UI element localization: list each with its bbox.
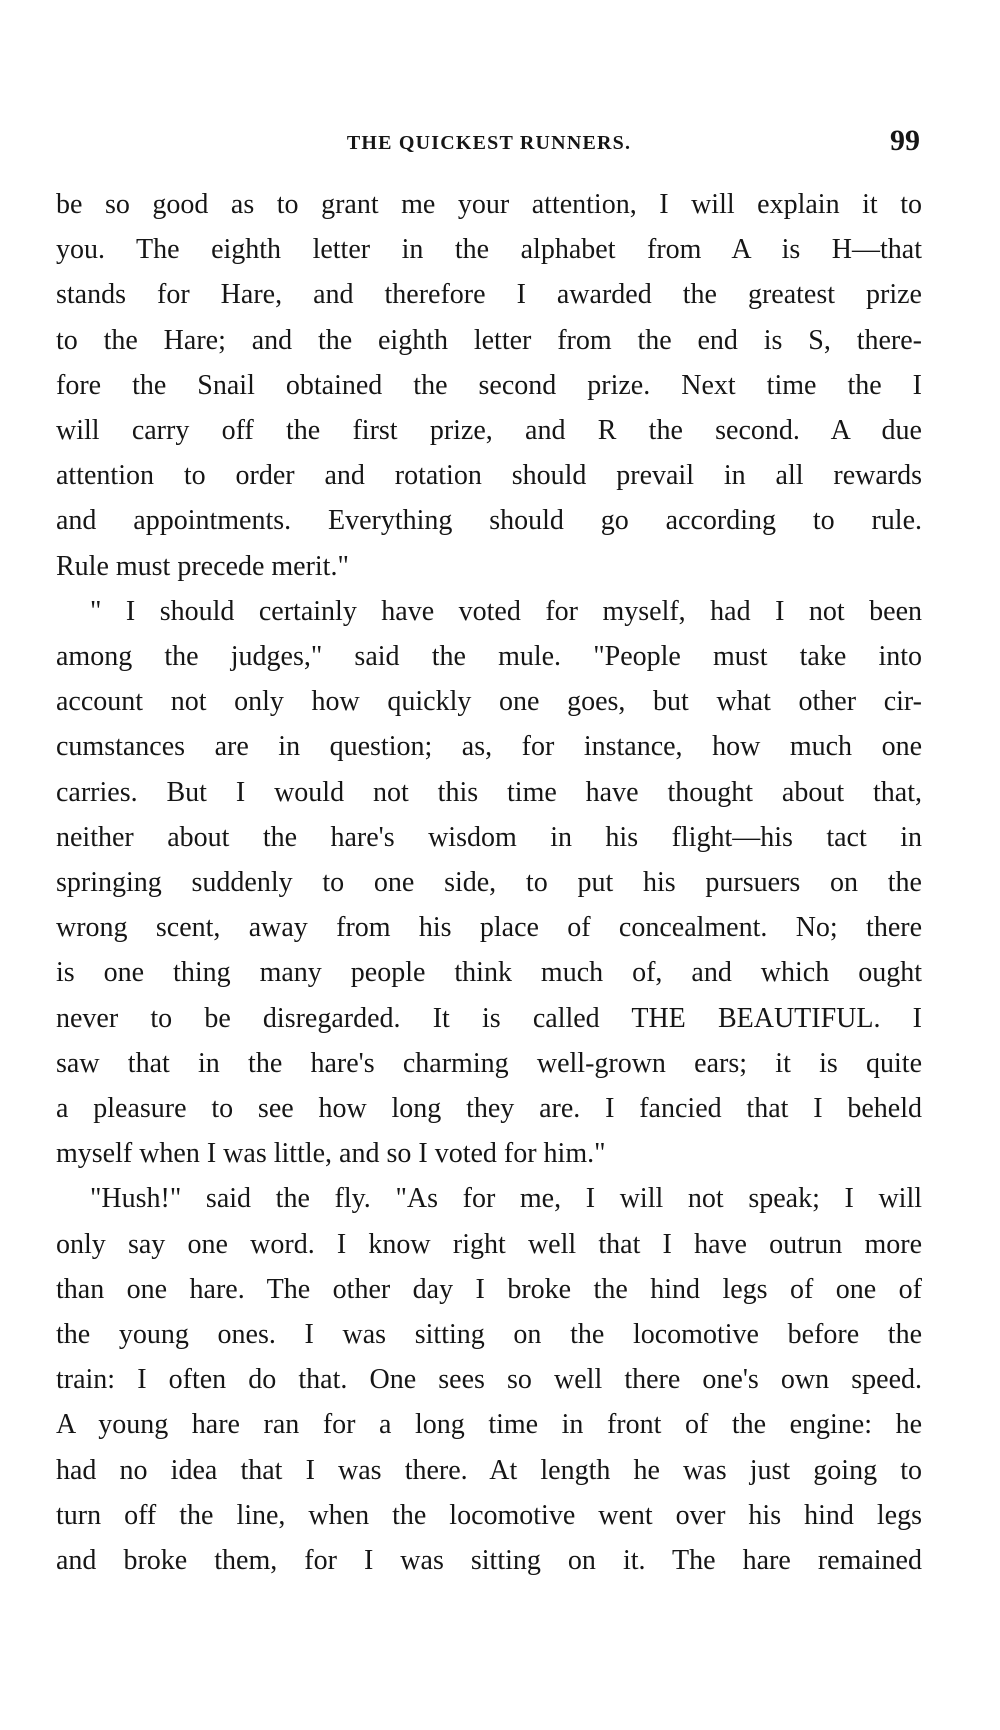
paragraph-2 bbox=[56, 589, 922, 1177]
text-line: carries. But I would not this time have thought about that, bbox=[56, 776, 922, 808]
paragraph-1 bbox=[56, 182, 922, 589]
running-title: THE QUICKEST RUNNERS. bbox=[346, 132, 632, 154]
text-line: be so good as to grant me your attention, I will explain it to bbox=[56, 189, 922, 220]
text-line: "Hush!" said the fly. "As for me, I will not speak; I will bbox=[90, 1183, 922, 1215]
text-line: myself when I was little, and so I voted for him." bbox=[56, 1138, 606, 1170]
body-text bbox=[56, 182, 922, 1583]
text-line: only say one word. I know right well that I have outrun more bbox=[56, 1228, 922, 1260]
text-line: a pleasure to see how long they are. I fancied that I beheld bbox=[56, 1093, 922, 1125]
page-header bbox=[58, 124, 920, 164]
text-line: account not only how quickly one goes, but what other cir- bbox=[56, 686, 922, 718]
text-line: the young ones. I was sitting on the locomotive before the bbox=[56, 1319, 922, 1351]
text-line: " I should certainly have voted for myself, had I not been bbox=[90, 595, 922, 627]
text-line: neither about the hare's wisdom in his flight—his tact in bbox=[56, 821, 922, 853]
text-line: had no idea that I was there. At length he was just going to bbox=[56, 1454, 922, 1486]
text-line: fore the Snail obtained the second prize. Next time the I bbox=[56, 369, 922, 401]
text-line: and broke them, for I was sitting on it. The hare remained bbox=[56, 1545, 922, 1577]
text-line: Rule must precede merit." bbox=[56, 550, 349, 582]
text-line: train: I often do that. One sees so well there one's own speed. bbox=[56, 1364, 922, 1396]
text-line: turn off the line, when the locomotive went over his hind legs bbox=[56, 1499, 922, 1531]
text-line: to the Hare; and the eighth letter from the end is S, there- bbox=[56, 324, 922, 356]
text-line: springing suddenly to one side, to put his pursuers on the bbox=[56, 867, 922, 899]
text-line: will carry off the first prize, and R the second. A due bbox=[56, 415, 922, 447]
text-line: you. The eighth letter in the alphabet from A is H—that bbox=[56, 234, 922, 266]
text-line: saw that in the hare's charming well-grown ears; it is quite bbox=[56, 1047, 922, 1079]
text-line: attention to order and rotation should prevail in all rewards bbox=[56, 460, 922, 492]
page-number: 99 bbox=[890, 124, 920, 157]
text-line: A young hare ran for a long time in front of the engine: he bbox=[56, 1409, 922, 1441]
text-line: wrong scent, away from his place of concealment. No; there bbox=[56, 912, 922, 944]
text-line: and appointments. Everything should go according to rule. bbox=[56, 505, 922, 537]
text-line: stands for Hare, and therefore I awarded the greatest prize bbox=[56, 279, 922, 311]
text-line: than one hare. The other day I broke the hind legs of one of bbox=[56, 1273, 922, 1305]
text-line: is one thing many people think much of, and which ought bbox=[56, 957, 922, 989]
paragraph-3 bbox=[56, 1176, 922, 1583]
text-line: cumstances are in question; as, for instance, how much one bbox=[56, 731, 922, 763]
text-line: among the judges," said the mule. "People must take into bbox=[56, 641, 922, 673]
text-line: never to be disregarded. It is called THE BEAUTIFUL. I bbox=[56, 1002, 922, 1034]
